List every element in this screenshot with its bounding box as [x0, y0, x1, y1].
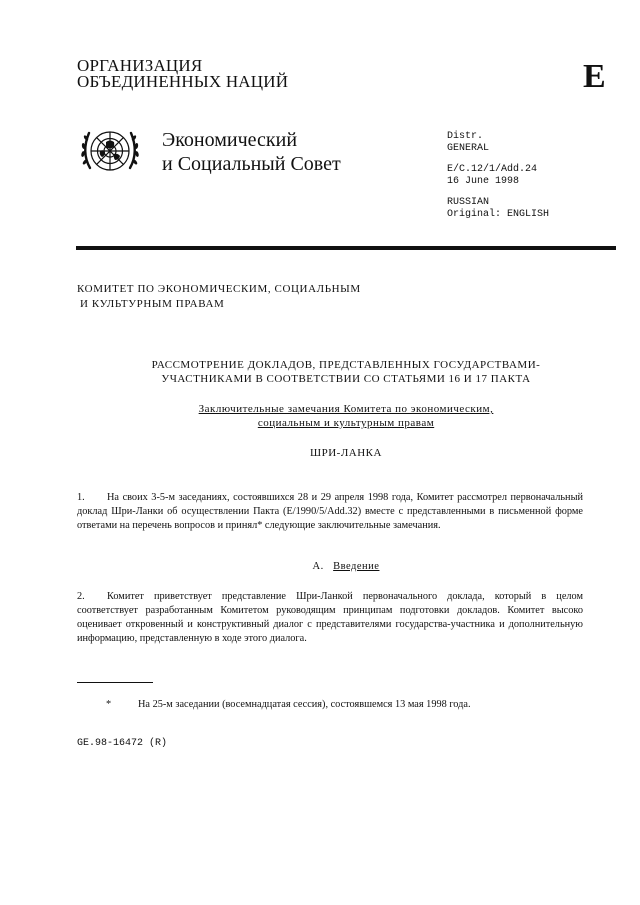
- committee-line-1: КОМИТЕТ ПО ЭКОНОМИЧЕСКИМ, СОЦИАЛЬНЫМ: [77, 283, 361, 295]
- country-heading: ШРИ-ЛАНКА: [310, 447, 382, 459]
- paragraph-2-text: Комитет приветствует представление Шри-Ланкой первоначального доклада, который в целом соответствует разработанным Комитетом руководящим принципам подготовки докладов. Комитет высоко оценивает откровенный и конструктивный диалог с представителями государства-участника и дополнительную информацию, представленную в ходе этого диалога.: [77, 591, 583, 644]
- document-subtitle: [76, 402, 616, 430]
- org-line-2: ОБЪЕДИНЕННЫХ НАЦИЙ: [77, 72, 289, 91]
- footnote-marker: *: [106, 699, 112, 710]
- document-title: [76, 358, 616, 386]
- document-metadata: [447, 131, 549, 220]
- subtitle-line-2: социальным и культурным правам: [257, 417, 435, 429]
- document-symbol: E/C.12/1/Add.24: [447, 164, 538, 175]
- council-line-2: и Социальный Совет: [162, 153, 341, 175]
- section-a-letter: A.: [312, 561, 324, 572]
- title-line-2: УЧАСТНИКАМИ В СООТВЕТСТВИИ СО СТАТЬЯМИ 16 И 17 ПАКТА: [161, 373, 531, 385]
- footnote: [106, 699, 471, 710]
- language-letter: E: [583, 58, 606, 95]
- org-line-1: ОРГАНИЗАЦИЯ: [77, 56, 203, 75]
- un-emblem-icon: [76, 118, 144, 186]
- footnote-text: На 25-м заседании (восемнадцатая сессия), состоявшемся 13 мая 1998 года.: [138, 699, 471, 710]
- committee-line-2: И КУЛЬТУРНЫМ ПРАВАМ: [80, 298, 225, 310]
- committee-name: [77, 282, 361, 312]
- paragraph-1-text: На своих 3-5-м заседаниях, состоявшихся 28 и 29 апреля 1998 года, Комитет рассмотрел первоначальный доклад Шри-Ланки об осуществлении Пакта (E/1990/5/Add.32) вместе с представленными в письменной форме ответами на перечень вопросов и принял* следующие заключительные замечания.: [77, 492, 583, 531]
- original-language: Original: ENGLISH: [447, 208, 550, 220]
- distribution-value: GENERAL: [447, 142, 490, 154]
- document-language: RUSSIAN: [447, 197, 490, 208]
- paragraph-2: [77, 590, 583, 646]
- organization-name: [77, 58, 288, 90]
- distribution-label: Distr.: [447, 131, 484, 142]
- council-line-1: Экономический: [162, 129, 298, 151]
- paragraph-1-number: 1.: [77, 492, 85, 503]
- document-date: 16 June 1998: [447, 175, 520, 187]
- paragraph-1: [77, 491, 583, 533]
- section-a-title: Введение: [333, 561, 380, 572]
- paragraph-2-number: 2.: [77, 591, 85, 602]
- subtitle-line-1: Заключительные замечания Комитета по экономическим,: [198, 403, 494, 415]
- council-name: [162, 128, 341, 176]
- section-a-heading: [76, 560, 616, 574]
- header-divider: [76, 246, 616, 250]
- job-number: GE.98-16472 (R): [77, 738, 168, 749]
- footnote-divider: [77, 682, 153, 683]
- title-line-1: РАССМОТРЕНИЕ ДОКЛАДОВ, ПРЕДСТАВЛЕННЫХ ГОСУДАРСТВАМИ-: [151, 359, 541, 371]
